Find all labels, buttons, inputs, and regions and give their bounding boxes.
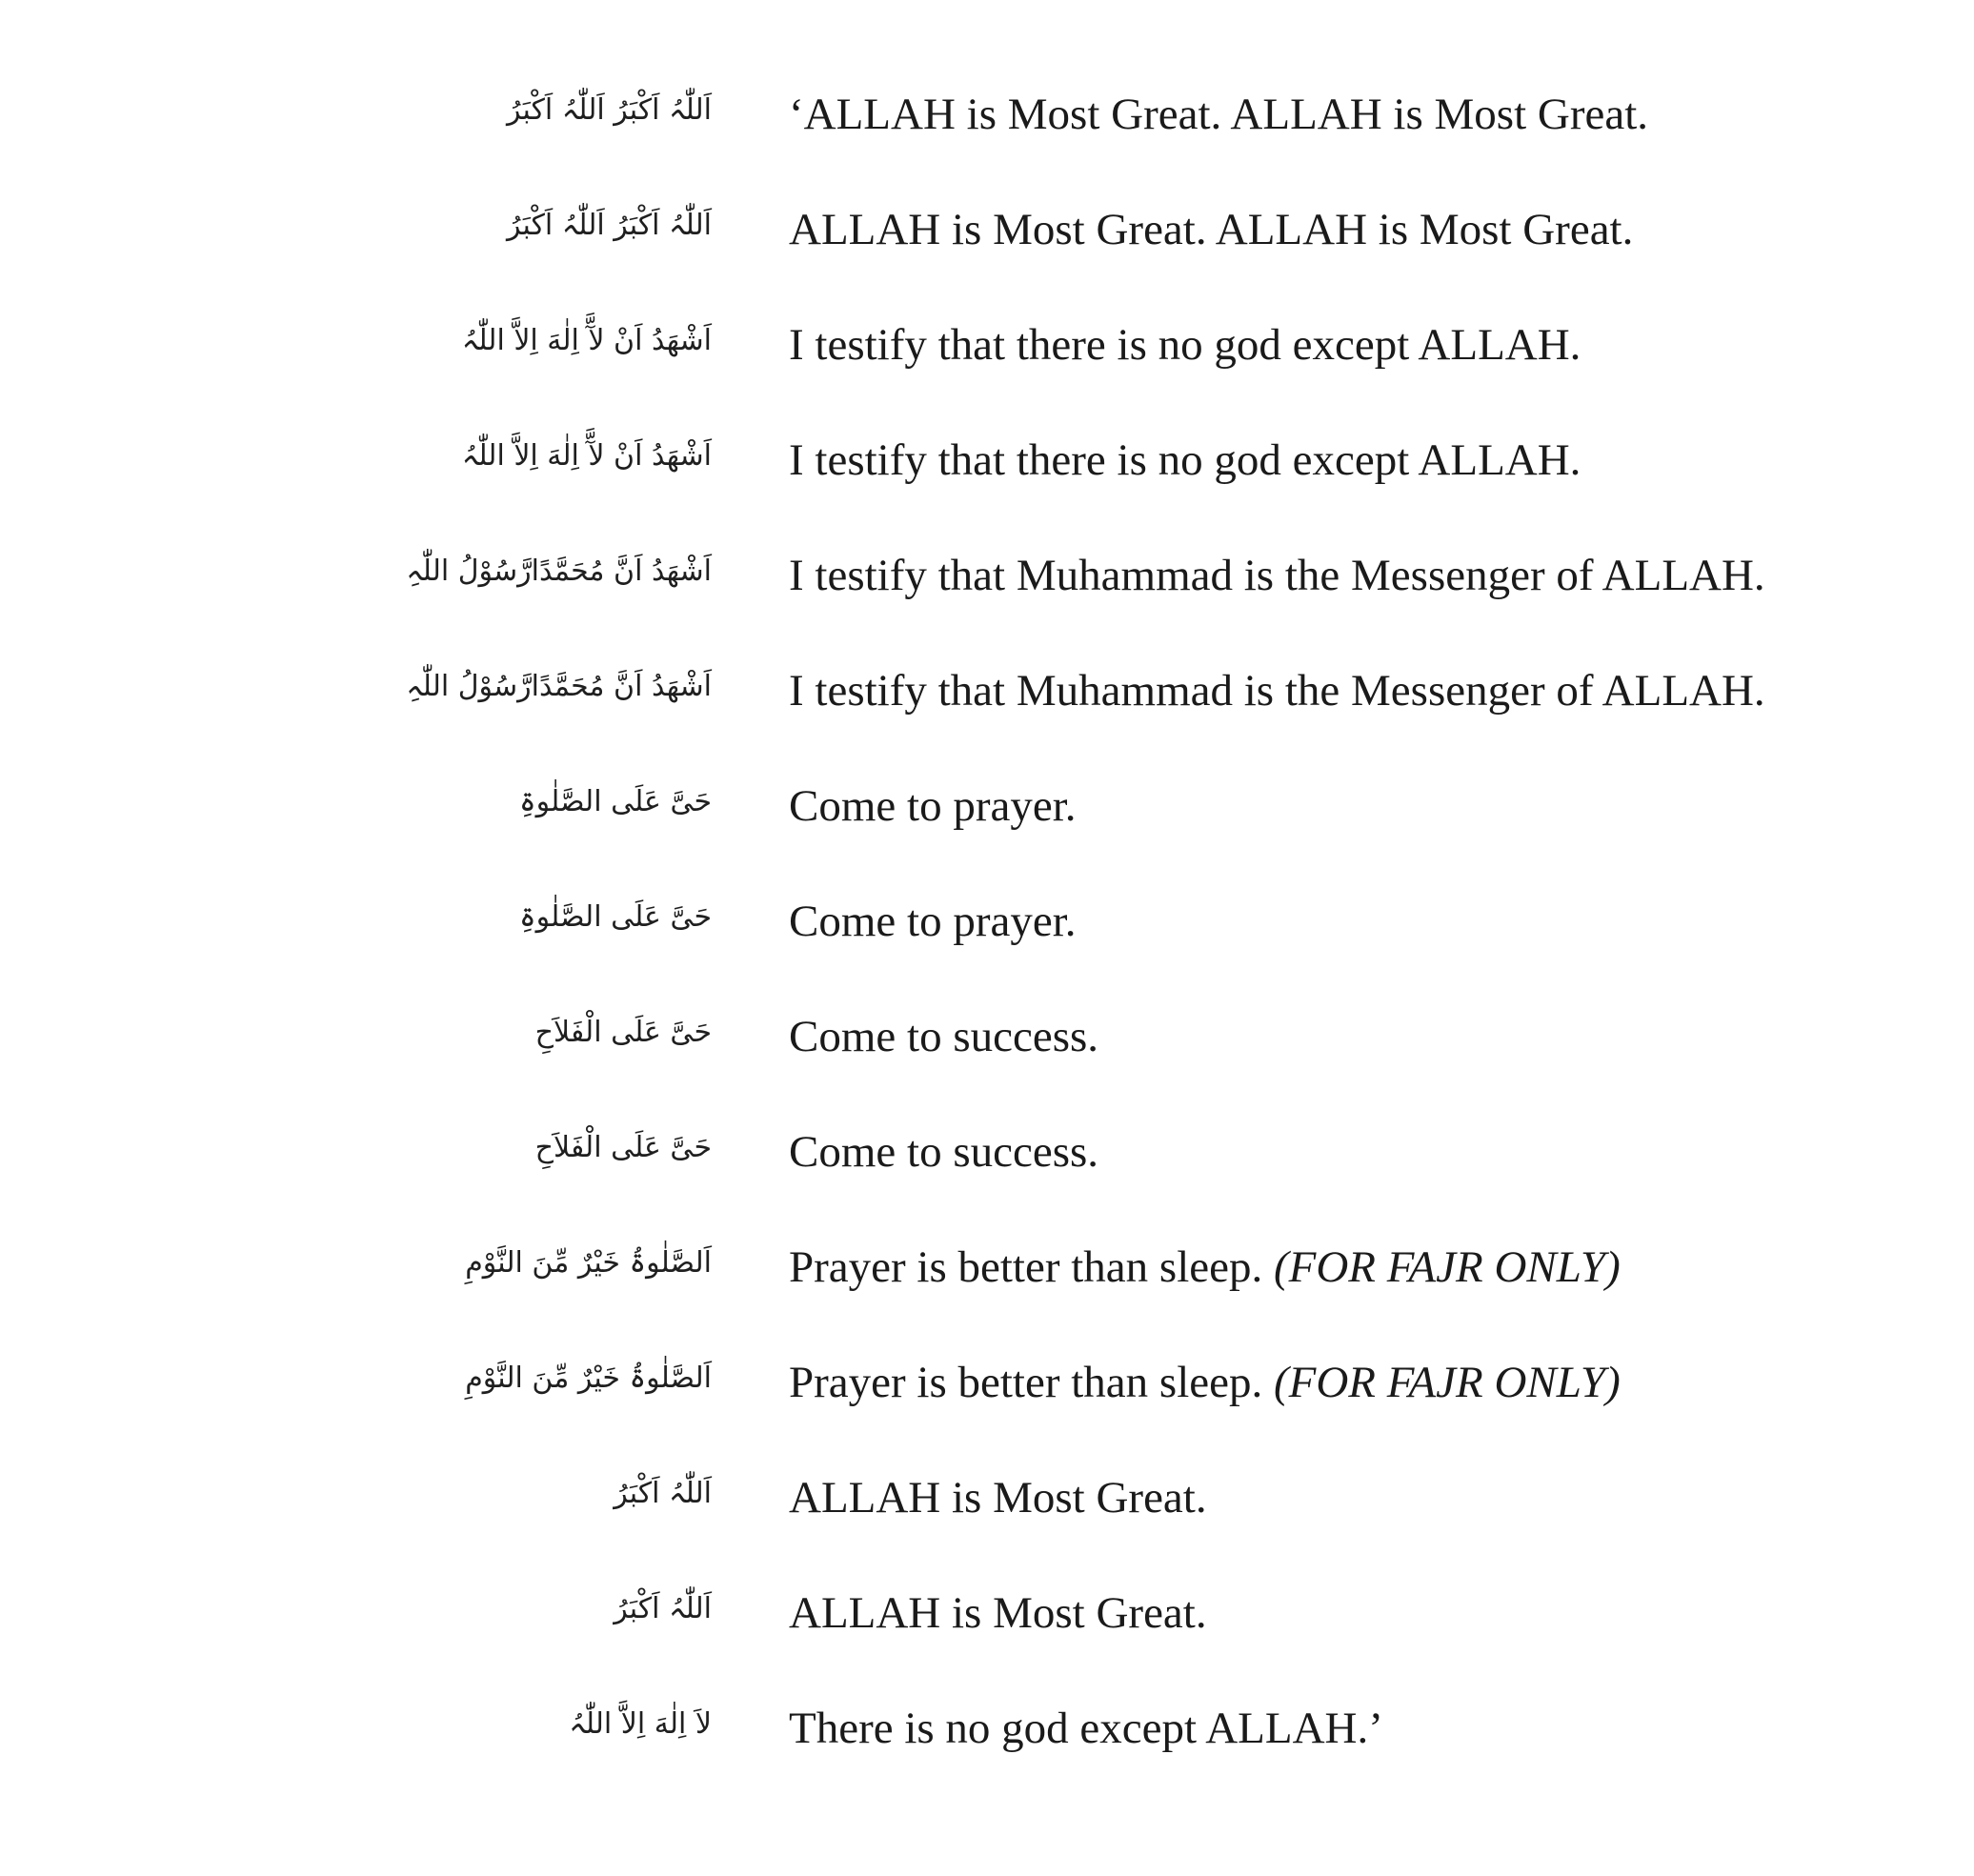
english-translation: ALLAH is Most Great. xyxy=(789,1588,1207,1638)
arabic-text: اَشْھَدُ اَنَّ مُحَمَّدًارَّسُوْلُ اللّٰہِ xyxy=(406,670,712,703)
adhan-line xyxy=(0,1671,1974,1786)
english-text xyxy=(789,1008,1098,1065)
english-translation: Come to success. xyxy=(789,1012,1099,1061)
english-translation: Prayer is better than sleep. xyxy=(789,1358,1274,1407)
adhan-line xyxy=(0,634,1974,749)
english-translation: I testify that Muhammad is the Messenger of ALLAH. xyxy=(789,666,1765,716)
arabic-text: حَیَّ عَلَی الصَّلٰوۃِ xyxy=(519,900,712,934)
english-translation: ALLAH is Most Great. xyxy=(789,1473,1207,1523)
english-translation: Come to prayer. xyxy=(789,897,1077,946)
english-text xyxy=(789,432,1581,489)
arabic-text: اَشْھَدُ اَنْ لآَّ اِلٰهَ اِلاَّ اللّٰہُ xyxy=(461,324,712,357)
english-note: (FOR FAJR ONLY) xyxy=(1274,1242,1621,1292)
arabic-text: اَللّٰہُ اَکْبَرُ xyxy=(614,1592,712,1625)
english-translation: ALLAH is Most Great. ALLAH is Most Great. xyxy=(789,205,1634,254)
english-text xyxy=(789,1584,1207,1642)
adhan-line xyxy=(0,172,1974,288)
adhan-list xyxy=(0,57,1974,1786)
english-text xyxy=(789,86,1648,143)
english-text xyxy=(789,1123,1098,1180)
adhan-line xyxy=(0,1441,1974,1556)
arabic-text: اَلصَّلٰوۃُ خَیْرٌ مِّنَ النَّوْمِ xyxy=(465,1362,712,1395)
english-note: (FOR FAJR ONLY) xyxy=(1274,1358,1621,1407)
arabic-text: حَیَّ عَلَی الصَّلٰوۃِ xyxy=(519,785,712,818)
english-translation: There is no god except ALLAH.’ xyxy=(789,1704,1383,1753)
english-text xyxy=(789,662,1765,719)
adhan-line xyxy=(0,864,1974,979)
english-text xyxy=(789,1354,1621,1411)
adhan-line xyxy=(0,1210,1974,1325)
english-translation: Come to success. xyxy=(789,1127,1099,1177)
arabic-text: حَیَّ عَلَی الْفَلاَحِ xyxy=(534,1131,712,1164)
adhan-line xyxy=(0,403,1974,518)
arabic-text: اَلصَّلٰوۃُ خَیْرٌ مِّنَ النَّوْمِ xyxy=(465,1246,712,1280)
arabic-text: اَشْھَدُ اَنَّ مُحَمَّدًارَّسُوْلُ اللّٰہِ xyxy=(406,555,712,588)
arabic-text: اَللّٰہُ اَکْبَرُ xyxy=(614,1477,712,1510)
arabic-text: اَللّٰہُ اَکْبَرُ اَللّٰہُ اَکْبَرُ xyxy=(506,209,712,242)
english-text xyxy=(789,1700,1383,1757)
english-translation: I testify that there is no god except ALLAH. xyxy=(789,320,1581,370)
english-text xyxy=(789,777,1077,835)
english-text xyxy=(789,547,1765,604)
arabic-text: اَشْھَدُ اَنْ لآَّ اِلٰهَ اِلاَّ اللّٰہُ xyxy=(461,439,712,473)
arabic-text: لاَ اِلٰهَ اِلاَّ اللّٰہُ xyxy=(569,1707,712,1741)
english-translation: Prayer is better than sleep. xyxy=(789,1242,1274,1292)
english-translation: I testify that Muhammad is the Messenger of ALLAH. xyxy=(789,551,1765,600)
adhan-line xyxy=(0,57,1974,172)
adhan-line xyxy=(0,749,1974,864)
english-text xyxy=(789,1469,1207,1526)
arabic-text: حَیَّ عَلَی الْفَلاَحِ xyxy=(534,1016,712,1049)
english-text xyxy=(789,1239,1621,1296)
english-translation: I testify that there is no god except ALLAH. xyxy=(789,435,1581,485)
english-text xyxy=(789,893,1077,950)
adhan-line xyxy=(0,1556,1974,1671)
adhan-line xyxy=(0,979,1974,1095)
adhan-line xyxy=(0,518,1974,634)
english-translation: ‘ALLAH is Most Great. ALLAH is Most Great. xyxy=(789,90,1649,139)
english-text xyxy=(789,316,1581,373)
adhan-line xyxy=(0,288,1974,403)
adhan-line xyxy=(0,1095,1974,1210)
arabic-text: اَللّٰہُ اَکْبَرُ اَللّٰہُ اَکْبَرُ xyxy=(506,93,712,127)
english-translation: Come to prayer. xyxy=(789,781,1077,831)
english-text xyxy=(789,201,1633,258)
adhan-line xyxy=(0,1325,1974,1441)
